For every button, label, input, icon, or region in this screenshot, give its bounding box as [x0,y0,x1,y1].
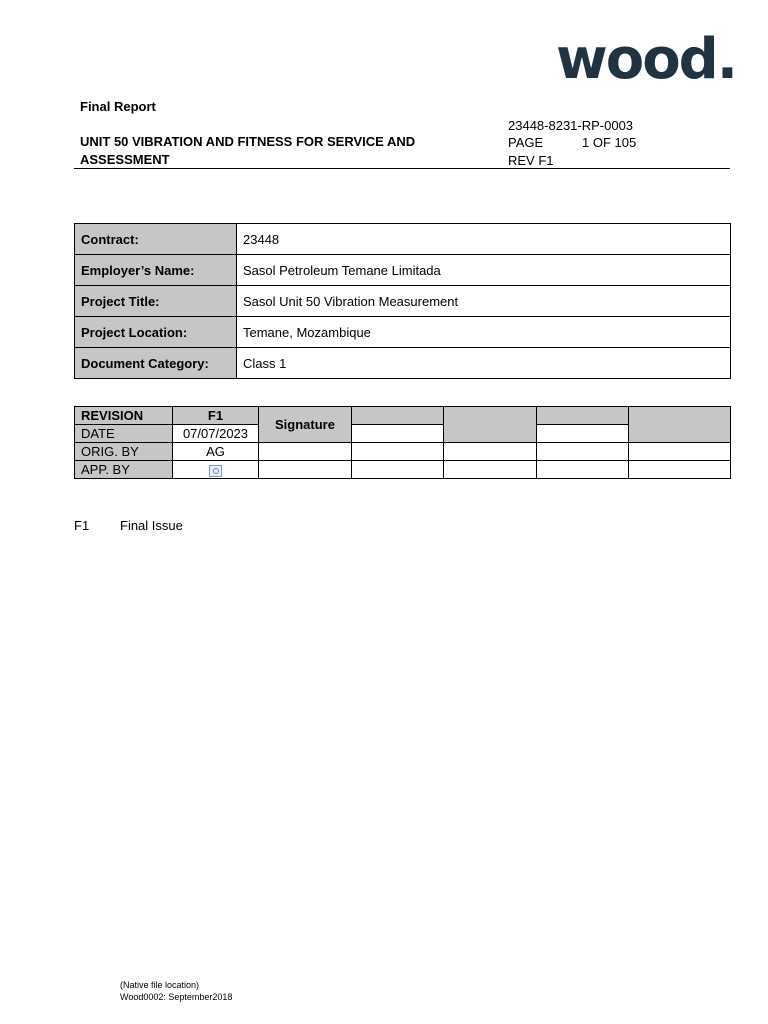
page-info [508,134,637,152]
document-number: 23448-8231-RP-0003 [508,118,634,133]
page-label: PAGE [508,135,544,150]
orig-by-label: ORIG. BY [75,443,173,461]
employer-name-label: Employer’s Name: [75,255,237,286]
page-value: 1 OF 105 [582,135,637,150]
project-location-value: Temane, Mozambique [237,317,731,348]
table-cell [629,407,731,443]
table-row [75,348,731,379]
table-cell [259,443,352,461]
employer-name-value: Sasol Petroleum Temane Limitada [237,255,731,286]
report-type: Final Report [80,99,156,114]
table-cell [352,461,444,479]
date-value: 07/07/2023 [173,425,259,443]
table-row [75,407,731,425]
table-cell [537,425,629,443]
footer-template-id: Wood0002: September2018 [120,992,233,1002]
project-info-table [74,223,731,379]
app-by-label: APP. BY [75,461,173,479]
revision-table [74,406,731,479]
contract-label: Contract: [75,224,237,255]
project-location-label: Project Location: [75,317,237,348]
table-cell [537,461,629,479]
table-cell [352,443,444,461]
table-cell [537,407,629,425]
table-row [75,255,731,286]
table-cell [444,461,537,479]
table-row [75,443,731,461]
date-label: DATE [75,425,173,443]
document-category-value: Class 1 [237,348,731,379]
table-row [75,317,731,348]
orig-by-value: AG [173,443,259,461]
table-row [75,461,731,479]
revision-label: REVISION [75,407,173,425]
app-by-value [173,461,259,479]
header-rule [74,168,730,169]
table-row [75,286,731,317]
contract-value: 23448 [237,224,731,255]
table-cell [352,425,444,443]
table-cell [629,461,731,479]
document-category-label: Document Category: [75,348,237,379]
table-row [75,224,731,255]
revision-value: F1 [173,407,259,425]
table-cell [629,443,731,461]
table-cell [444,443,537,461]
issue-description: Final Issue [120,518,183,533]
table-cell [444,407,537,443]
document-title: UNIT 50 VIBRATION AND FITNESS FOR SERVICE AND ASSESSMENT [80,134,416,167]
issue-code: F1 [74,518,90,533]
footer-file-location: (Native file location) [120,980,200,990]
table-cell [352,407,444,425]
table-cell [537,443,629,461]
wood-logo: wood. [556,27,737,92]
project-title-value: Sasol Unit 50 Vibration Measurement [237,286,731,317]
project-title-label: Project Title: [75,286,237,317]
table-cell [259,461,352,479]
image-placeholder-icon [209,465,222,477]
revision-info: REV F1 [508,153,554,168]
signature-label: Signature [259,407,352,443]
